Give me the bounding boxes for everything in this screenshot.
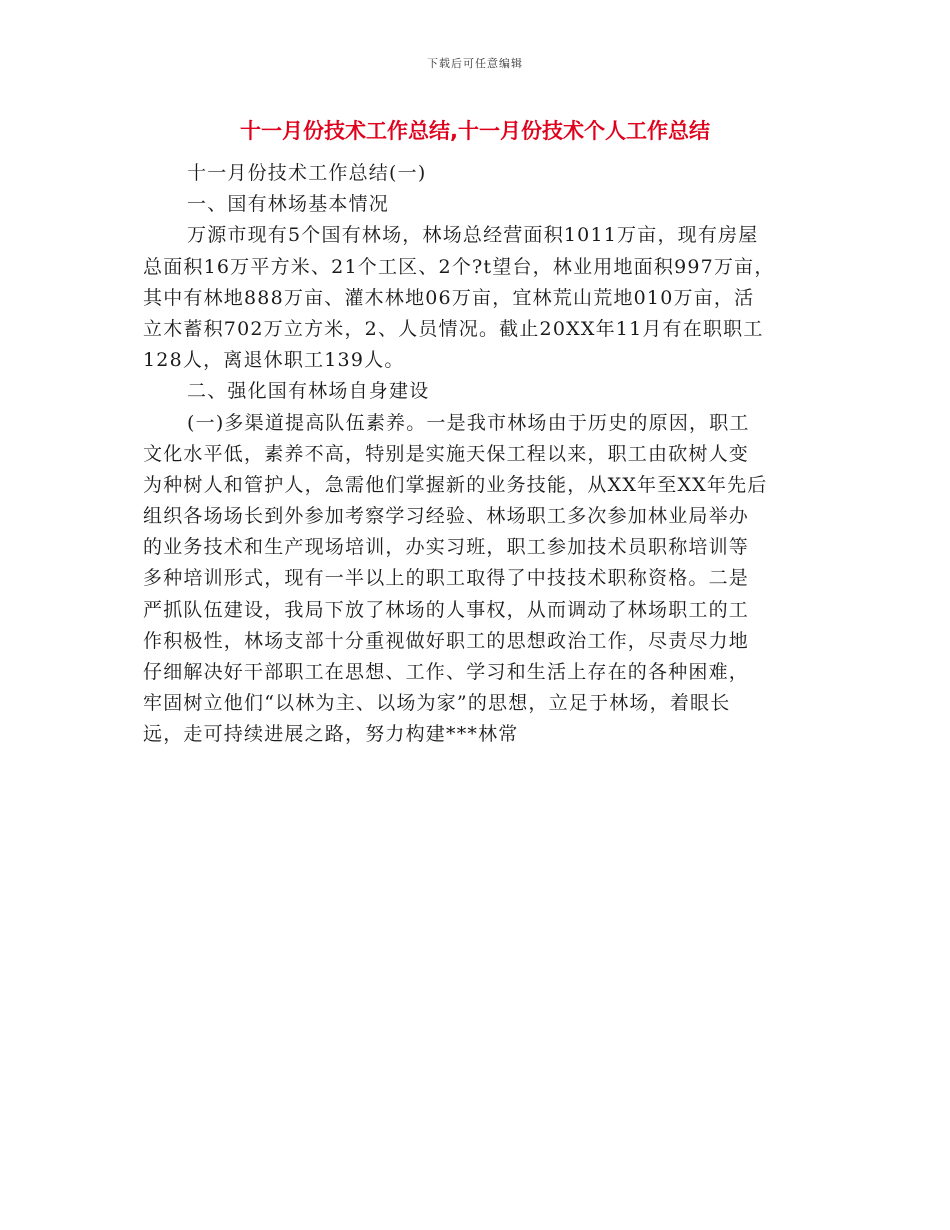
- body-line: 为种树人和管护人，急需他们掌握新的业务技能，从XX年至XX年先后: [143, 473, 768, 496]
- body-line: 二、强化国有林场自身建设: [187, 380, 430, 403]
- body-line: 文化水平低，素养不高，特别是实施天保工程以来，职工由砍树人变: [143, 442, 750, 465]
- document-body: [143, 158, 823, 751]
- body-line: 多种培训形式，现有一半以上的职工取得了中技技术职称资格。二是: [143, 567, 750, 590]
- body-line: (一)多渠道提高队伍素养。一是我市林场由于历史的原因，职工: [187, 411, 750, 434]
- body-line: 总面积16万平方米、21个工区、2个?t望台，林业用地面积997万亩，: [143, 255, 775, 278]
- body-line: 其中有林地888万亩、灌木林地06万亩，宜林荒山荒地010万亩，活: [143, 286, 755, 309]
- body-line: 组织各场场长到外参加考察学习经验、林场职工多次参加林业局举办: [143, 505, 750, 528]
- body-line: 十一月份技术工作总结(一): [187, 162, 427, 184]
- body-line: 立木蓄积702万立方米，2、人员情况。截止20XX年11月有在职职工: [143, 317, 764, 340]
- body-line: 的业务技术和生产现场培训，办实习班，职工参加技术员职称培训等: [143, 536, 750, 559]
- header-note: 下载后可任意编辑: [427, 57, 523, 70]
- body-line: 一、国有林场基本情况: [187, 193, 390, 216]
- body-line: 远，走可持续进展之路，努力构建***林常: [143, 723, 519, 746]
- body-line: 作积极性，林场支部十分重视做好职工的思想政治工作，尽责尽力地: [143, 629, 750, 652]
- document-title: 十一月份技术工作总结,十一月份技术个人工作总结: [240, 119, 710, 143]
- body-line: 牢固树立他们“以林为主、以场为家”的思想，立足于林场，着眼长: [143, 692, 731, 715]
- body-line: 万源市现有5个国有林场，林场总经营面积1011万亩，现有房屋: [187, 224, 759, 247]
- body-line: 128人，离退休职工139人。: [143, 349, 405, 372]
- body-line: 仔细解决好干部职工在思想、工作、学习和生活上存在的各种困难，: [143, 661, 750, 683]
- body-line: 严抓队伍建设，我局下放了林场的人事权，从而调动了林场职工的工: [143, 598, 750, 621]
